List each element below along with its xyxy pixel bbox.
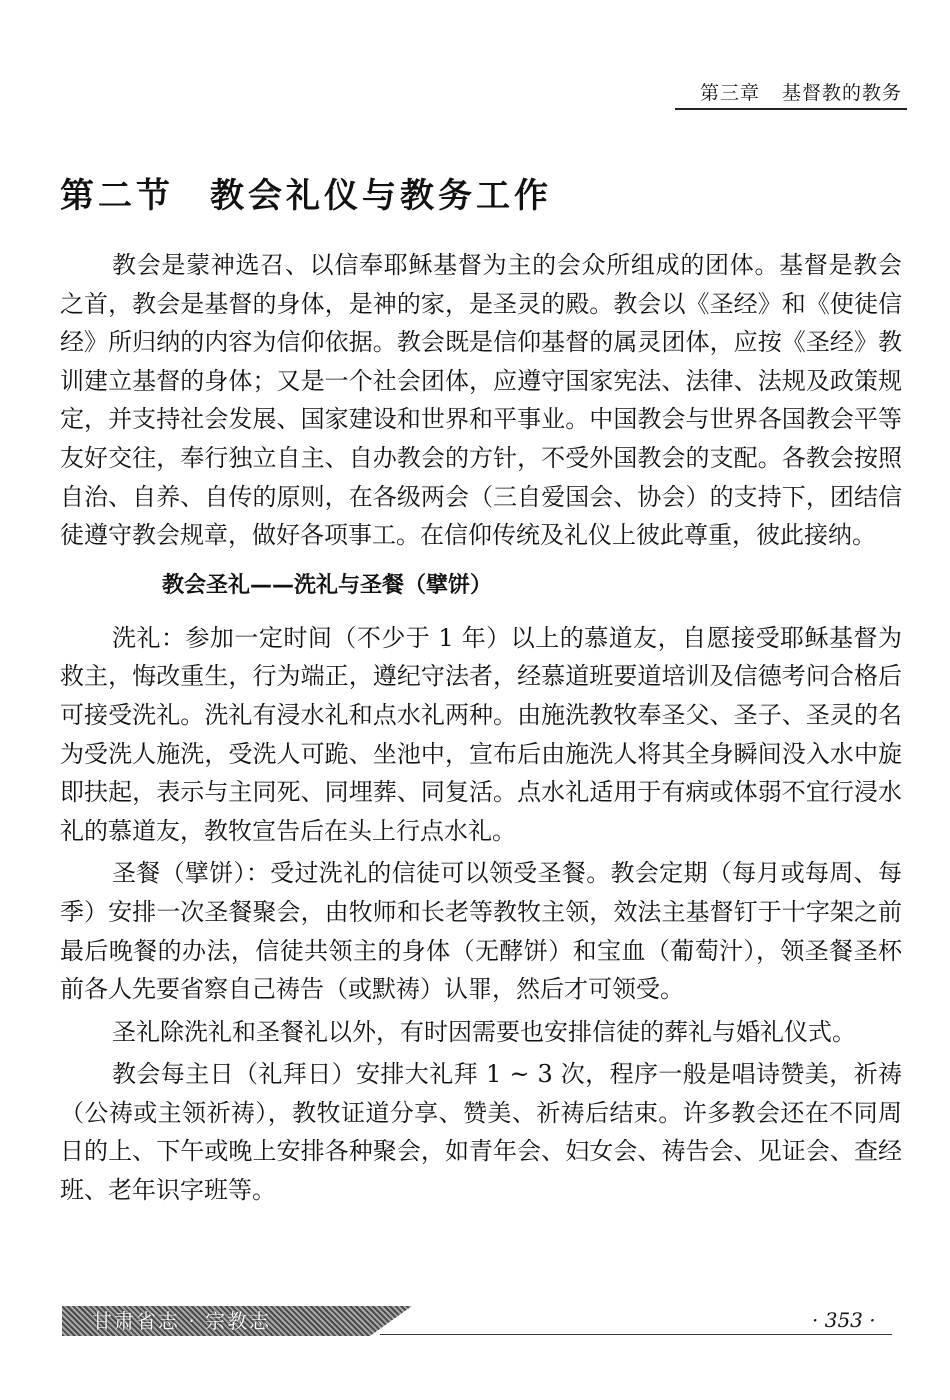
paragraph-intro: 教会是蒙神选召、以信奉耶稣基督为主的会众所组成的团体。基督是教会之首，教会是基督的身体，是神的家，是圣灵的殿。教会以《圣经》和《使徒信经》所归纳的内容为信仰依据。教会既是信仰基督的属灵团体，应按《圣经》教训建立基督的身体；又是一个社会团体，应遵守国家宪法、法律、法规及政策规定，并支持社会发展、国家建设和世界和平事业。中国教会与世界各国教会平等友好交往，奉行独立自主、自办教会的方针，不受外国教会的支配。各教会按照自治、自养、自传的原则，在各级两会（三自爱国会、协会）的支持下，团结信徒遵守教会规章，做好各项事工。在信仰传统及礼仪上彼此尊重，彼此接纳。 bbox=[60, 251, 902, 550]
chapter-title: 基督教的教务 bbox=[781, 82, 902, 104]
paragraph-sunday-worship: 教会每主日（礼拜日）安排大礼拜 1 ~ 3 次，程序一般是唱诗赞美，祈祷（公祷或主领祈祷），教牧证道分享、赞美、祈祷后结束。许多教会还在不同周日的上、下午或晚上安排各种聚会，如青年会、妇女会、祷告会、见证会、查经班、老年识字班等。 bbox=[60, 1060, 902, 1205]
footer-rule bbox=[380, 1334, 892, 1335]
section-heading: 教会礼仪与教务工作 bbox=[210, 176, 552, 216]
paragraph-baptism: 洗礼：参加一定时间（不少于 1 年）以上的慕道友，自愿接受耶稣基督为救主，悔改重生，行为端正，遵纪守法者，经慕道班要道培训及信德考问合格后可接受洗礼。洗礼有浸水礼和点水礼两种。由施洗教牧奉圣父、圣子、圣灵的名为受洗人施洗，受洗人可跪、坐池中，宣布后由施洗人将其全身瞬间没入水中旋即扶起，表示与主同死、同埋葬、同复活。点水礼适用于有病或体弱不宜行浸水礼的慕道友，教牧宣告后在头上行点水礼。 bbox=[60, 623, 902, 845]
chapter-number: 第三章 bbox=[699, 82, 760, 104]
header-rule bbox=[675, 108, 907, 110]
section-number: 第二节 bbox=[60, 176, 174, 216]
footer-book-title: 甘肃省志 · 宗教志 bbox=[92, 1309, 272, 1333]
body-text bbox=[60, 246, 902, 1210]
running-header bbox=[0, 78, 902, 105]
paragraph-communion: 圣餐（擘饼）：受过洗礼的信徒可以领受圣餐。教会定期（每月或每周、每季）安排一次圣餐聚会，由牧师和长老等教牧主领，效法主基督钉于十字架之前最后晚餐的办法，信徒共领主的身体（无酵饼）和宝血（葡萄汁），领圣餐圣杯前各人先要省察自己祷告（或默祷）认罪，然后才可领受。 bbox=[60, 859, 902, 1004]
page-number: · 353 · bbox=[812, 1308, 876, 1332]
section-title bbox=[60, 168, 552, 217]
subheading: 教会圣礼——洗礼与圣餐（擘饼） bbox=[162, 572, 493, 598]
paragraph-other-rites: 圣礼除洗礼和圣餐礼以外，有时因需要也安排信徒的葬礼与婚礼仪式。 bbox=[112, 1017, 856, 1046]
